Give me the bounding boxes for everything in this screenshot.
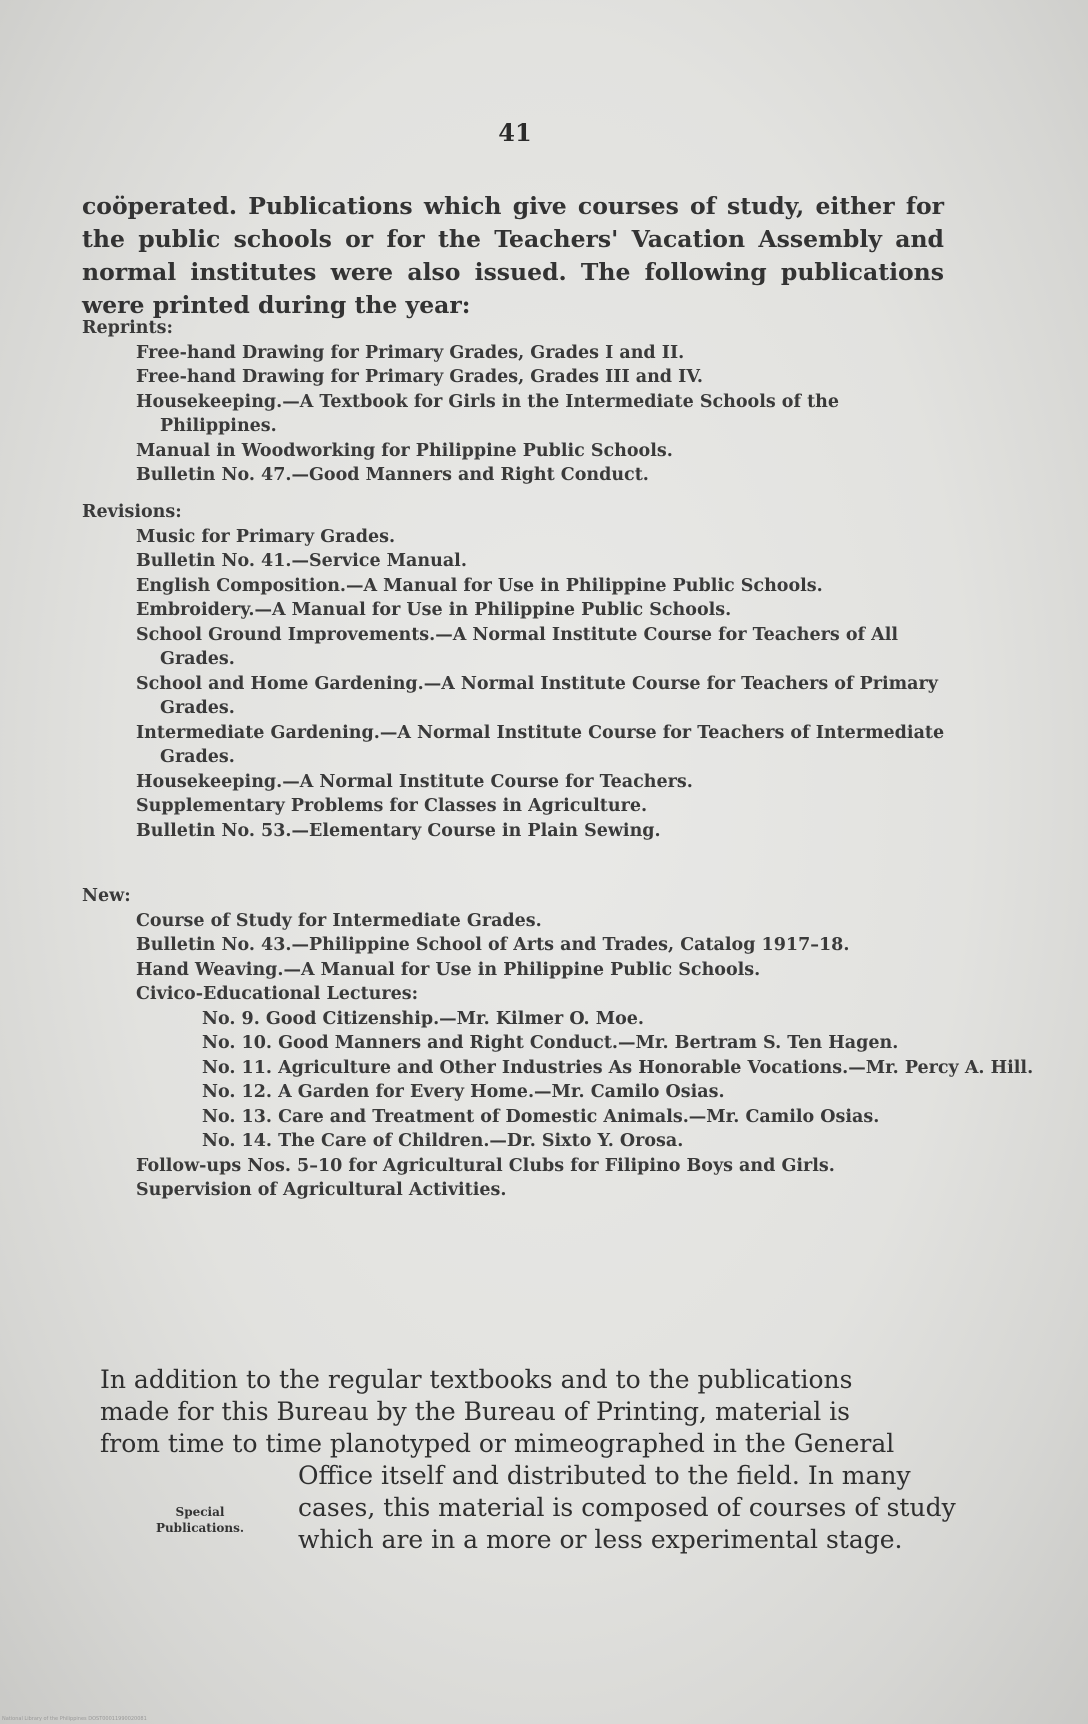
list-item: Housekeeping.—A Normal Institute Course for Teachers.: [136, 771, 693, 792]
list-item: English Composition.—A Manual for Use in Philippine Public Schools.: [136, 575, 823, 596]
closing-line: made for this Bureau by the Bureau of Printing, material is: [100, 1397, 851, 1426]
list-item: Course of Study for Intermediate Grades.: [136, 910, 542, 931]
list-item: Supplementary Problems for Classes in Agriculture.: [136, 796, 648, 816]
revisions-section: [82, 500, 962, 843]
new-heading: New:: [82, 886, 131, 906]
list-item: Bulletin No. 43.—Philippine School of Arts and Trades, Catalog 1917–18.: [136, 935, 850, 955]
revisions-heading: Revisions:: [82, 502, 182, 522]
list-item: Intermediate Gardening.—A Normal Institute Course for Teachers of Intermediate Grades.: [136, 722, 945, 767]
list-item: Civico-Educational Lectures:: [136, 984, 419, 1004]
closing-line: In addition to the regular textbooks and to the publications: [100, 1365, 853, 1394]
list-item: Housekeeping.—A Textbook for Girls in the Intermediate Schools of the Philippines.: [136, 391, 840, 436]
list-item: Bulletin No. 41.—Service Manual.: [136, 551, 467, 571]
reprints-heading: Reprints:: [82, 318, 173, 338]
reprints-section: [82, 316, 962, 488]
list-item: Bulletin No. 53.—Elementary Course in Plain Sewing.: [136, 820, 661, 841]
intro-paragraph: coöperated. Publications which give courses of study, either for the public schools or for the Teachers' Vacation Assembly and normal institutes were also issued. The following publications were printed during the year:: [82, 191, 944, 319]
list-item: Embroidery.—A Manual for Use in Philippine Public Schools.: [136, 600, 732, 620]
list-item: Follow-ups Nos. 5–10 for Agricultural Clubs for Filipino Boys and Girls.: [136, 1155, 835, 1176]
lecture-item: No. 9. Good Citizenship.—Mr. Kilmer O. Moe.: [202, 1008, 644, 1029]
side-note-line: Special: [175, 1505, 225, 1519]
scan-credit: National Library of the Philippines DOST00011990020081: [2, 1716, 147, 1722]
side-note-line: Publications.: [155, 1521, 245, 1535]
list-item: Free-hand Drawing for Primary Grades, Grades III and IV.: [136, 367, 703, 387]
side-note: [130, 1504, 270, 1536]
closing-line: Office itself and distributed to the field. In many: [298, 1461, 911, 1490]
list-item: School and Home Gardening.—A Normal Institute Course for Teachers of Primary Grades.: [136, 673, 938, 718]
closing-line: cases, this material is composed of courses of study: [298, 1493, 956, 1522]
list-item: Music for Primary Grades.: [136, 526, 396, 547]
lecture-item: No. 12. A Garden for Every Home.—Mr. Camilo Osias.: [202, 1082, 725, 1102]
new-section: [82, 884, 1034, 1203]
lecture-item: No. 10. Good Manners and Right Conduct.—Mr. Bertram S. Ten Hagen.: [202, 1033, 899, 1053]
lecture-item: No. 14. The Care of Children.—Dr. Sixto Y. Orosa.: [202, 1131, 684, 1151]
lecture-item: No. 11. Agriculture and Other Industries As Honorable Vocations.—Mr. Percy A. Hill.: [202, 1057, 1034, 1078]
closing-line: from time to time planotyped or mimeographed in the General: [100, 1429, 895, 1458]
list-item: Bulletin No. 47.—Good Manners and Right Conduct.: [136, 465, 649, 485]
list-item: Hand Weaving.—A Manual for Use in Philippine Public Schools.: [136, 959, 761, 980]
list-item: Supervision of Agricultural Activities.: [136, 1180, 507, 1200]
page-number: 41: [498, 118, 532, 147]
list-item: Manual in Woodworking for Philippine Public Schools.: [136, 440, 673, 461]
list-item: Free-hand Drawing for Primary Grades, Grades I and II.: [136, 342, 685, 363]
closing-line: which are in a more or less experimental stage.: [298, 1525, 903, 1554]
list-item: School Ground Improvements.—A Normal Institute Course for Teachers of All Grades.: [136, 624, 898, 669]
lecture-item: No. 13. Care and Treatment of Domestic Animals.—Mr. Camilo Osias.: [202, 1106, 880, 1127]
